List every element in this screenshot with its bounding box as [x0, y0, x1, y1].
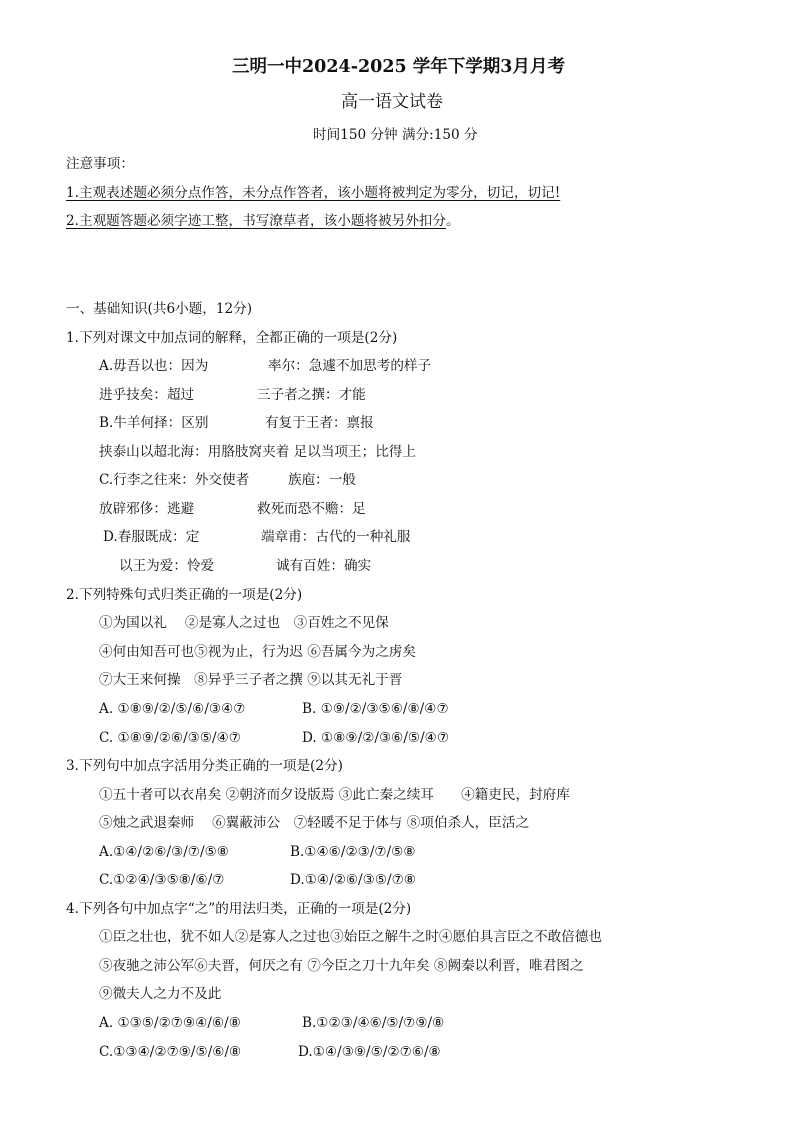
q4-sentences-row-1: ①臣之壮也，犹不如人②是寡人之过也③始臣之解牛之时④愿伯具言臣之不敢倍德也: [99, 929, 602, 945]
q3-option-a: A.①④/②⑥/③/⑦/⑤⑧: [99, 844, 229, 860]
q1-option-a2: 率尔：急遽不加思考的样子: [268, 358, 432, 374]
q1-option-b1: B.牛羊何择：区别: [99, 415, 209, 431]
q4-option-b: B.①②③/④⑥/⑤/⑦⑨/⑧: [302, 1015, 445, 1031]
q2-sentences-row-3: ⑦大王来何操 ⑧异乎三子者之撰 ⑨以其无礼于晋: [99, 672, 403, 688]
q2-sentences-row-2: ④何由知吾可也⑤视为止，行为迟 ⑥吾属今为之虏矣: [99, 644, 416, 660]
q1-stem: 1.下列对课文中加点词的解释，全都正确的一项是(2分): [66, 330, 398, 346]
q2-option-b: B. ①⑨/②/③⑤⑥/⑧/④⑦: [302, 701, 449, 717]
q3-option-d: D.①④/②⑥/③⑤/⑦⑧: [290, 872, 416, 888]
q1-option-b3: 挟泰山以超北海：用胳肢窝夹着 足以当项王；比得上: [99, 444, 416, 460]
q1-option-a1: A.毋吾以也：因为: [99, 358, 209, 374]
notice-item-2-end: 。: [446, 213, 460, 229]
q3-sentences-row-2: ⑤烛之武退秦师 ⑥翼蔽沛公 ⑦轻暖不足于体与 ⑧项伯杀人，臣活之: [99, 815, 530, 831]
q2-option-a: A. ①⑧⑨/②/⑤/⑥/③④⑦: [99, 701, 246, 717]
notice-heading: 注意事项：: [66, 156, 134, 172]
notice-item-2-text: 2.主观题答题必须字迹工整，书写潦草者，该小题将被另外扣分: [66, 213, 446, 229]
q4-option-a: A. ①③⑤/②⑦⑨④/⑥/⑧: [99, 1015, 241, 1031]
q1-option-a3: 进乎技矣：超过: [99, 387, 195, 403]
q2-sentences-row-1: ①为国以礼 ②是寡人之过也 ③百姓之不见保: [99, 615, 389, 631]
q3-sentences-row-1: ①五十者可以衣帛矣 ②朝济而夕设版焉 ③此亡秦之续耳 ④籍吏民，封府库: [99, 787, 570, 803]
q1-option-d1: D.春服既成：定: [103, 529, 200, 545]
q4-sentences-row-2: ⑤夜驰之沛公军⑥夫晋，何厌之有 ⑦今臣之刀十九年矣 ⑧阙秦以利晋，唯君图之: [99, 958, 584, 974]
q4-option-c: C.①③④/②⑦⑨/⑤/⑥/⑧: [99, 1044, 242, 1060]
notice-item-1: 1.主观表述题必须分点作答，未分点作答者，该小题将被判定为零分，切记，切记!: [66, 185, 561, 201]
q1-option-d2: 端章甫：古代的一种礼服: [261, 529, 411, 545]
exam-subtitle: 高一语文试卷: [341, 92, 443, 112]
exam-time-info: 时间150 分钟 满分:150 分: [313, 127, 478, 143]
exam-title: 三明一中2024-2025 学年下学期3月月考: [232, 57, 565, 77]
q3-option-b: B.①④⑥/②③/⑦/⑤⑧: [290, 844, 416, 860]
q1-option-d4: 诚有百姓：确实: [276, 558, 372, 574]
q1-option-c1: C.行李之往来：外交使者: [99, 472, 250, 488]
q1-option-c2: 族庖：一般: [288, 472, 356, 488]
q1-option-d3: 以王为爱：怜爱: [119, 558, 215, 574]
q2-option-c: C. ①⑧⑨/②⑥/③⑤/④⑦: [99, 730, 241, 746]
q3-stem: 3.下列句中加点字活用分类正确的一项是(2分): [66, 758, 343, 774]
section-heading: 一、基础知识(共6小题，12分): [66, 301, 253, 317]
q1-option-c3: 放辟邪侈：逃避: [99, 501, 195, 517]
q4-option-d: D.①④/③⑨/⑤/②⑦⑥/⑧: [298, 1044, 441, 1060]
q4-sentences-row-3: ⑨微夫人之力不及此: [99, 986, 222, 1002]
q4-stem: 4.下列各句中加点字“之”的用法归类，正确的一项是(2分): [66, 901, 412, 917]
q1-option-b2: 有复于王者：禀报: [265, 415, 374, 431]
notice-item-2: [66, 212, 460, 230]
q3-option-c: C.①②④/③⑤⑧/⑥/⑦: [99, 872, 225, 888]
q1-option-a4: 三子者之撰：才能: [257, 387, 366, 403]
q2-option-d: D. ①⑧⑨/②/③⑥/⑤/④⑦: [302, 730, 450, 746]
q1-option-c4: 救死而恐不赡：足: [257, 501, 366, 517]
q2-stem: 2.下列特殊句式归类正确的一项是(2分): [66, 587, 303, 603]
